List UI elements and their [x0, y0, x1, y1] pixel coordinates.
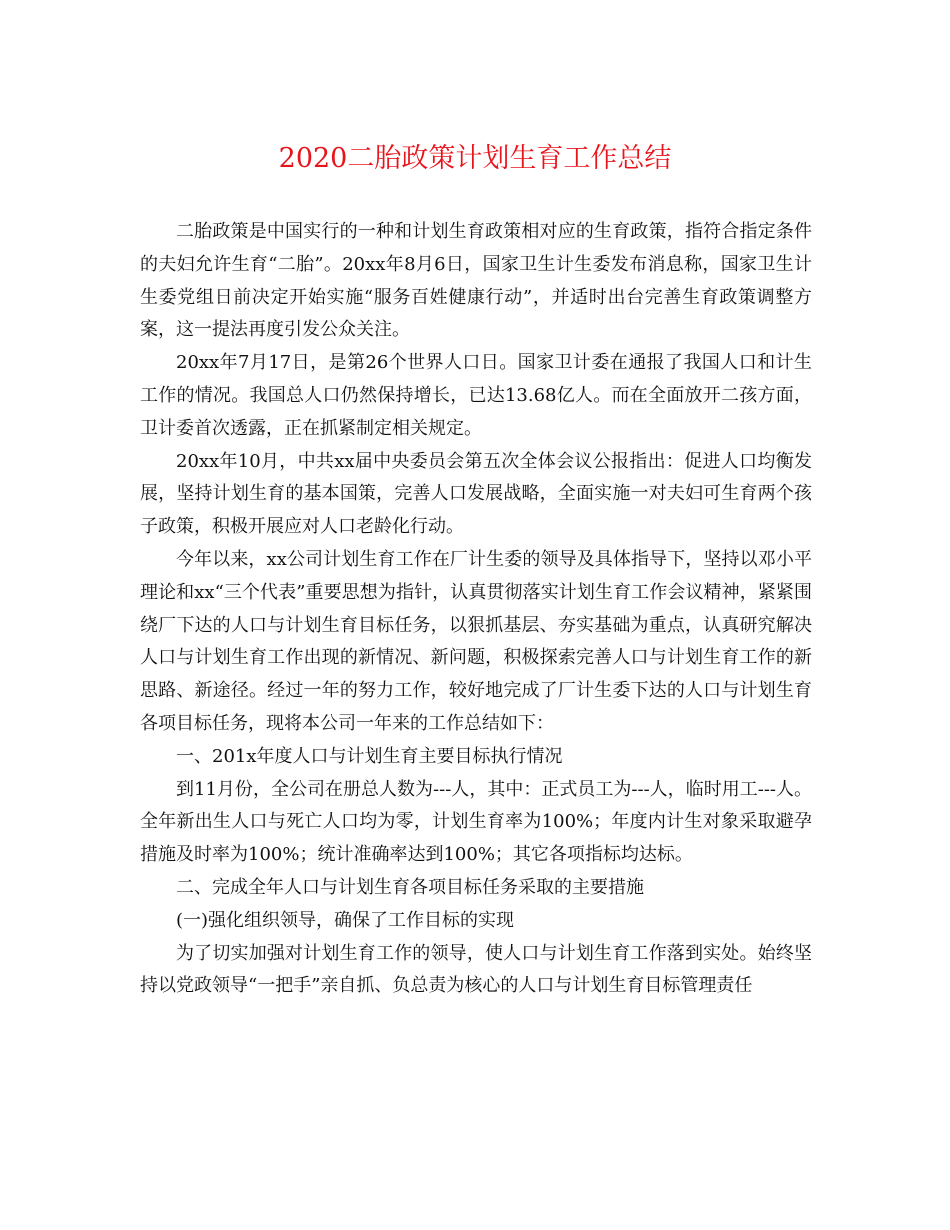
document-title: 2020二胎政策计划生育工作总结: [278, 143, 672, 174]
subsection-heading: (一)强化组织领导，确保了工作目标的实现: [176, 909, 515, 931]
document-body: [140, 216, 812, 1003]
paragraph: 20xx年10月，中共xx届中央委员会第五次全体会议公报指出：促进人口均衡发展，坚持计划生育的基本国策，完善人口发展战略，全面实施一对夫妇可生育两个孩子政策，积极开展应对人口老龄化行动。: [140, 450, 812, 538]
section-heading: 一、201x年度人口与计划生育主要目标执行情况: [176, 745, 563, 767]
paragraph: 到11月份，全公司在册总人数为---人，其中：正式员工为---人，临时用工---人。全年新出生人口与死亡人口均为零，计划生育率为100%；年度内计生对象采取避孕措施及时率为100%；统计准确率达到100%；其它各项指标均达标。: [140, 778, 812, 866]
section-heading: 二、完成全年人口与计划生育各项目标任务采取的主要措施: [176, 876, 644, 898]
paragraph: 今年以来，xx公司计划生育工作在厂计生委的领导及具体指导下，坚持以邓小平理论和xx“三个代表”重要思想为指针，认真贯彻落实计划生育工作会议精神，紧紧围绕厂下达的人口与计划生育目标任务，以狠抓基层、夯实基础为重点，认真研究解决人口与计划生育工作出现的新情况、新问题，积极探索完善人口与计划生育工作的新思路、新途径。经过一年的努力工作，较好地完成了厂计生委下达的人口与计划生育各项目标任务，现将本公司一年来的工作总结如下：: [140, 548, 812, 734]
paragraph: 二胎政策是中国实行的一种和计划生育政策相对应的生育政策，指符合指定条件的夫妇允许生育“二胎”。20xx年8月6日，国家卫生计生委发布消息称，国家卫生计生委党组日前决定开始实施“服务百姓健康行动”，并适时出台完善生育政策调整方案，这一提法再度引发公众关注。: [140, 221, 812, 341]
paragraph: 为了切实加强对计划生育工作的领导，使人口与计划生育工作落到实处。始终坚持以党政领导“一把手”亲自抓、负总责为核心的人口与计划生育目标管理责任: [140, 942, 812, 997]
paragraph: 20xx年7月17日，是第26个世界人口日。国家卫计委在通报了我国人口和计生工作的情况。我国总人口仍然保持增长，已达13.68亿人。而在全面放开二孩方面，卫计委首次透露，正在抓紧制定相关规定。: [140, 352, 812, 439]
